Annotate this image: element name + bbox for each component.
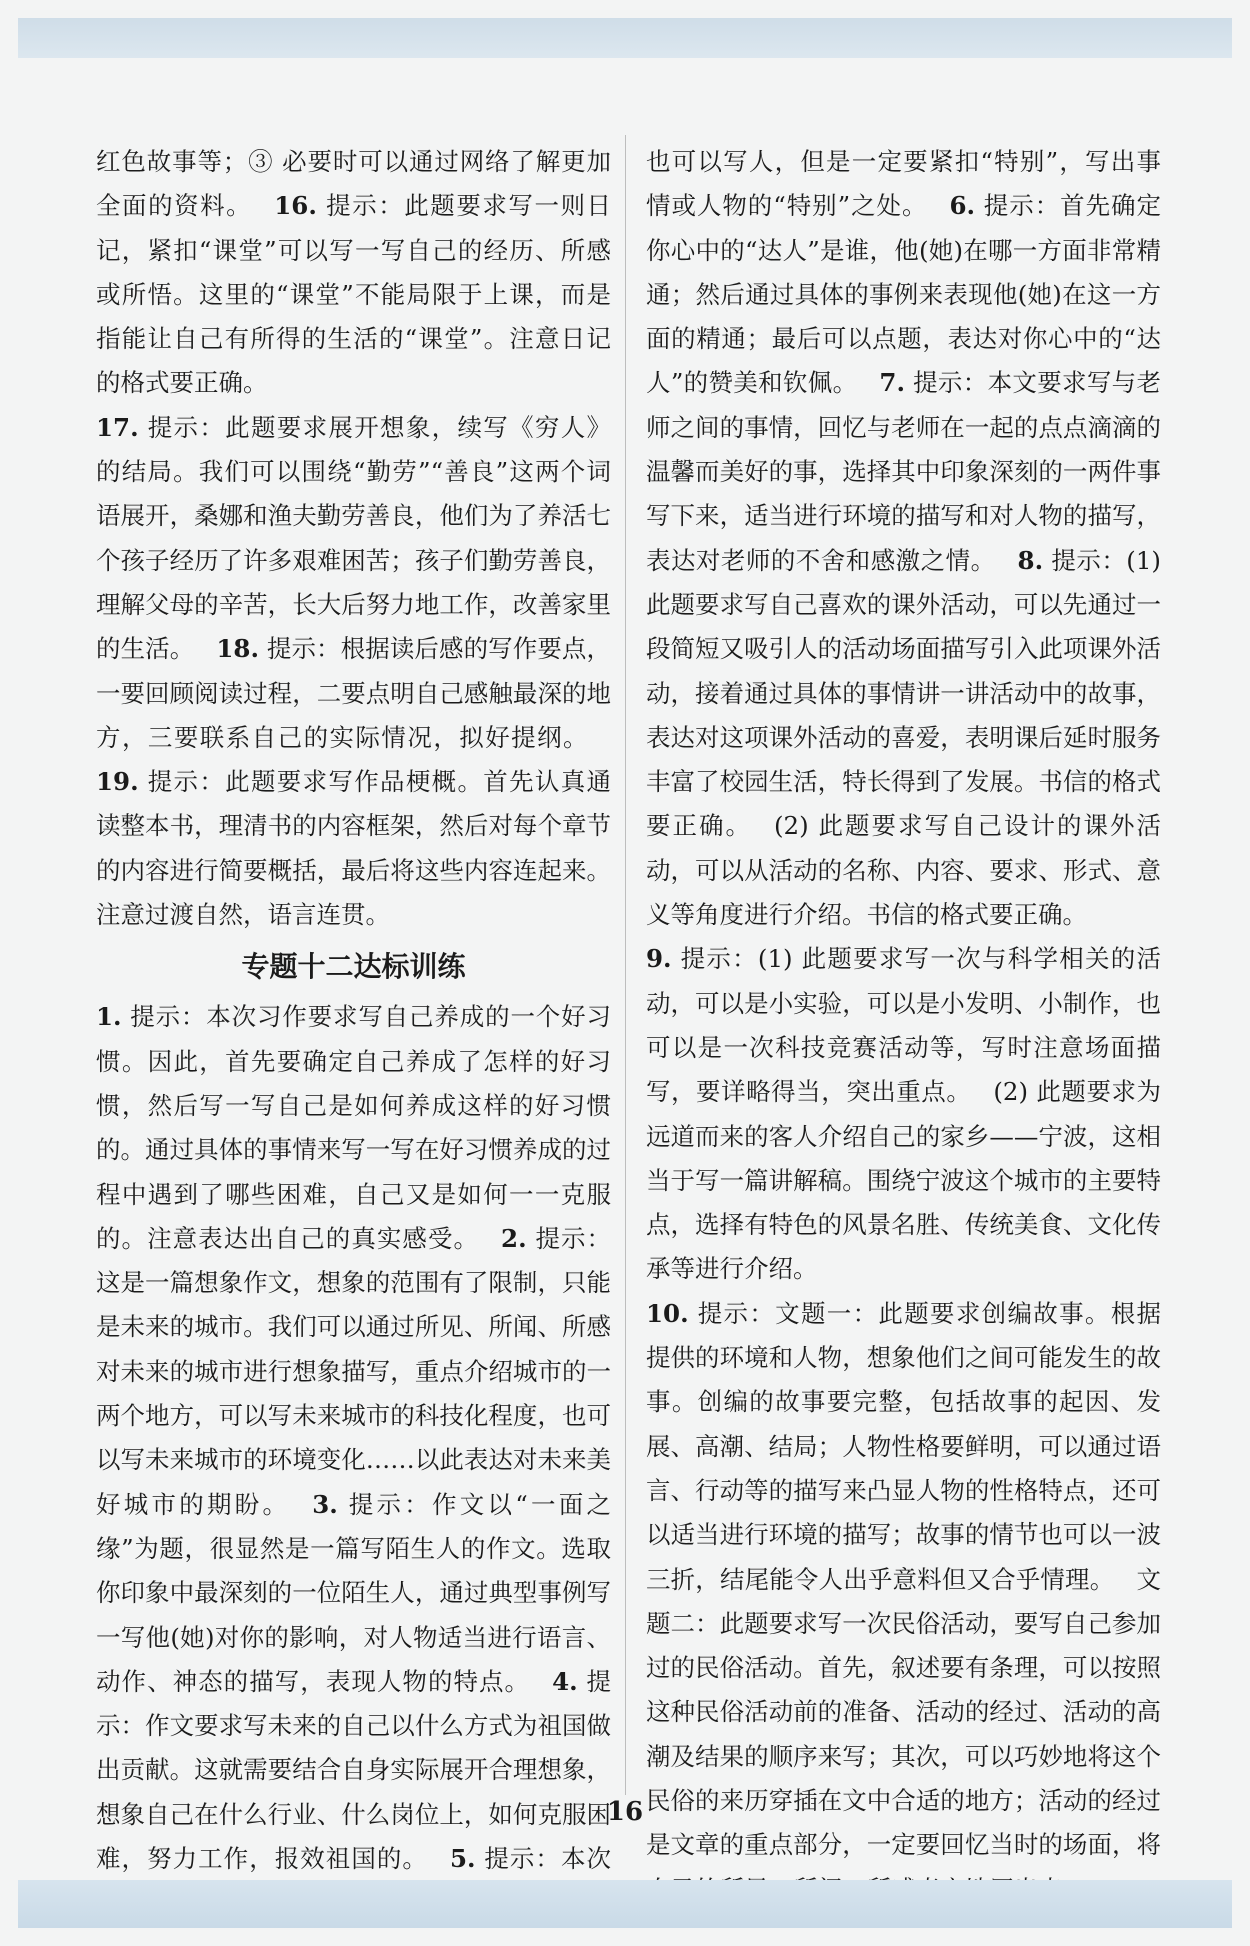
question-number: 19. — [96, 767, 139, 797]
answer-paragraph: 1. 提示：本次习作要求写自己养成的一个好习惯。因此，首先要确定自己养成了怎样的好习惯，然后写一写自己是如何养成这样的好习惯的。通过具体的事情来写一写在好习惯养成的过程中遇到了哪些困难，自己又是如何一一克服的。注意表达出自己的真实感受。 2. 提示：这是一篇想象作文，想象的范围有了限制，只能是未来的城市。我们可以通过所见、所闻、所感对未来的城市进行想象描写，重点介绍城市的一两个地方，可以写未来城市的科技化程度，也可以写未来城市的环境变化……以此表达对未来美好城市的期盼。 3. 提示：作文以“一面之缘”为题，很显然是一篇写陌生人的作文。选取你印象中最深刻的一位陌生人，通过典型事例写一写他(她)对你的影响，对人物适当进行语言、动作、神态的描写，表现人物的特点。 4. 提示：作文要求写未来的自己以什么方式为祖国做出贡献。这就需要结合自身实际展开合理想象，想象自己在什么行业、什么岗位上，如何克服困难，努力工作，报效祖国的。 5. 提示：本次 — [96, 1002, 612, 1873]
question-number: 4. — [552, 1666, 578, 1696]
page-number: 16 — [606, 1797, 644, 1827]
answer-paragraph: 也可以写人，但是一定要紧扣“特别”，写出事情或人物的“特别”之处。 6. 提示：首先确定你心中的“达人”是谁，他(她)在哪一方面非常精通；然后通过具体的事例来表现他(她)在这一方面的精通；最后可以点题，表达对你心中的“达人”的赞美和钦佩。 7. 提示：本文要求写与老师之间的事情，回忆与老师在一起的点点滴滴的温馨而美好的事，选择其中印象深刻的一两件事写下来，适当进行环境的描写和对人物的描写，表达对老师的不舍和感激之情。 8. 提示：(1) 此题要求写自己喜欢的课外活动，可以先通过一段简短又吸引人的活动场面描写引入此项课外活动，接着通过具体的事情讲一讲活动中的故事，表达对这项课外活动的喜爱，表明课后延时服务丰富了校园生活，特长得到了发展。书信的格式要正确。 (2) 此题要求写自己设计的课外活动，可以从活动的名称、内容、要求、形式、意义等角度进行介绍。书信的格式要正确。 — [646, 147, 1162, 930]
question-number: 3. — [312, 1489, 338, 1519]
question-number: 5. — [449, 1843, 476, 1873]
question-number: 7. — [879, 368, 905, 398]
question-number: 8. — [1017, 545, 1044, 575]
answer-paragraph: 17. 提示：此题要求展开想象，续写《穷人》的结局。我们可以围绕“勤劳”“善良”这两个词语展开，桑娜和渔夫勤劳善良，他们为了养活七个孩子经历了许多艰难困苦；孩子们勤劳善良，理解父母的辛苦，长大后努力地工作，改善家里的生活。 18. 提示：根据读后感的写作要点，一要回顾阅读过程，二要点明自己感触最深的地方，三要联系自己的实际情况，拟好提纲。19. 提示：此题要求写作品梗概。首先认真通读整本书，理清书的内容框架，然后对每个章节的内容进行简要概括，最后将这些内容连起来。注意过渡自然，语言连贯。 — [96, 412, 612, 930]
question-number: 18. — [216, 634, 259, 664]
answer-paragraph: 9. 提示：(1) 此题要求写一次与科学相关的活动，可以是小实验，可以是小发明、小制作，也可以是一次科技竞赛活动等，写时注意场面描写，要详略得当，突出重点。 (2) 此题要求为远道而来的客人介绍自己的家乡——宁波，这相当于写一篇讲解稿。围绕宁波这个城市的主要特点，选择有特色的风景名胜、传统美食、文化传承等进行介绍。 — [646, 944, 1162, 1284]
question-number: 1. — [96, 1002, 122, 1032]
section-title: 专题十二达标训练 — [241, 950, 466, 984]
question-number: 9. — [646, 944, 672, 974]
answer-paragraph: 红色故事等；③ 必要时可以通过网络了解更加全面的资料。 16. 提示：此题要求写一则日记，紧扣“课堂”可以写一写自己的经历、所感或所悟。这里的“课堂”不能局限于上课，而是指能让自己有所得的生活的“课堂”。注意日记的格式要正确。 — [96, 147, 612, 398]
question-number: 6. — [949, 191, 976, 221]
top-decorative-band — [18, 18, 1232, 58]
answer-paragraph: 10. 提示：文题一：此题要求创编故事。根据提供的环境和人物，想象他们之间可能发生的故事。创编的故事要完整，包括故事的起因、发展、高潮、结局；人物性格要鲜明，可以通过语言、行动等的描写来凸显人物的性格特点，还可以适当进行环境的描写；故事的情节也可以一波三折，结尾能令人出乎意料但又合乎情理。 文题二：此题要求写一次民俗活动，要写自己参加过的民俗活动。首先，叙述要有条理，可以按照这种民俗活动前的准备、活动的经过、活动的高潮及结果的顺序来写；其次，可以巧妙地将这个民俗的来历穿插在文中合适的地方；活动的经过是文章的重点部分，一定要回忆当时的场面，将 — [646, 1298, 1162, 1860]
question-number: 2. — [501, 1223, 527, 1253]
column-divider — [625, 135, 626, 1795]
question-number: 17. — [96, 412, 139, 442]
left-column — [96, 140, 611, 1926]
bottom-decorative-band — [18, 1880, 1232, 1928]
question-number: 16. — [274, 191, 317, 221]
right-column — [646, 140, 1161, 1912]
question-number: 10. — [646, 1298, 689, 1328]
